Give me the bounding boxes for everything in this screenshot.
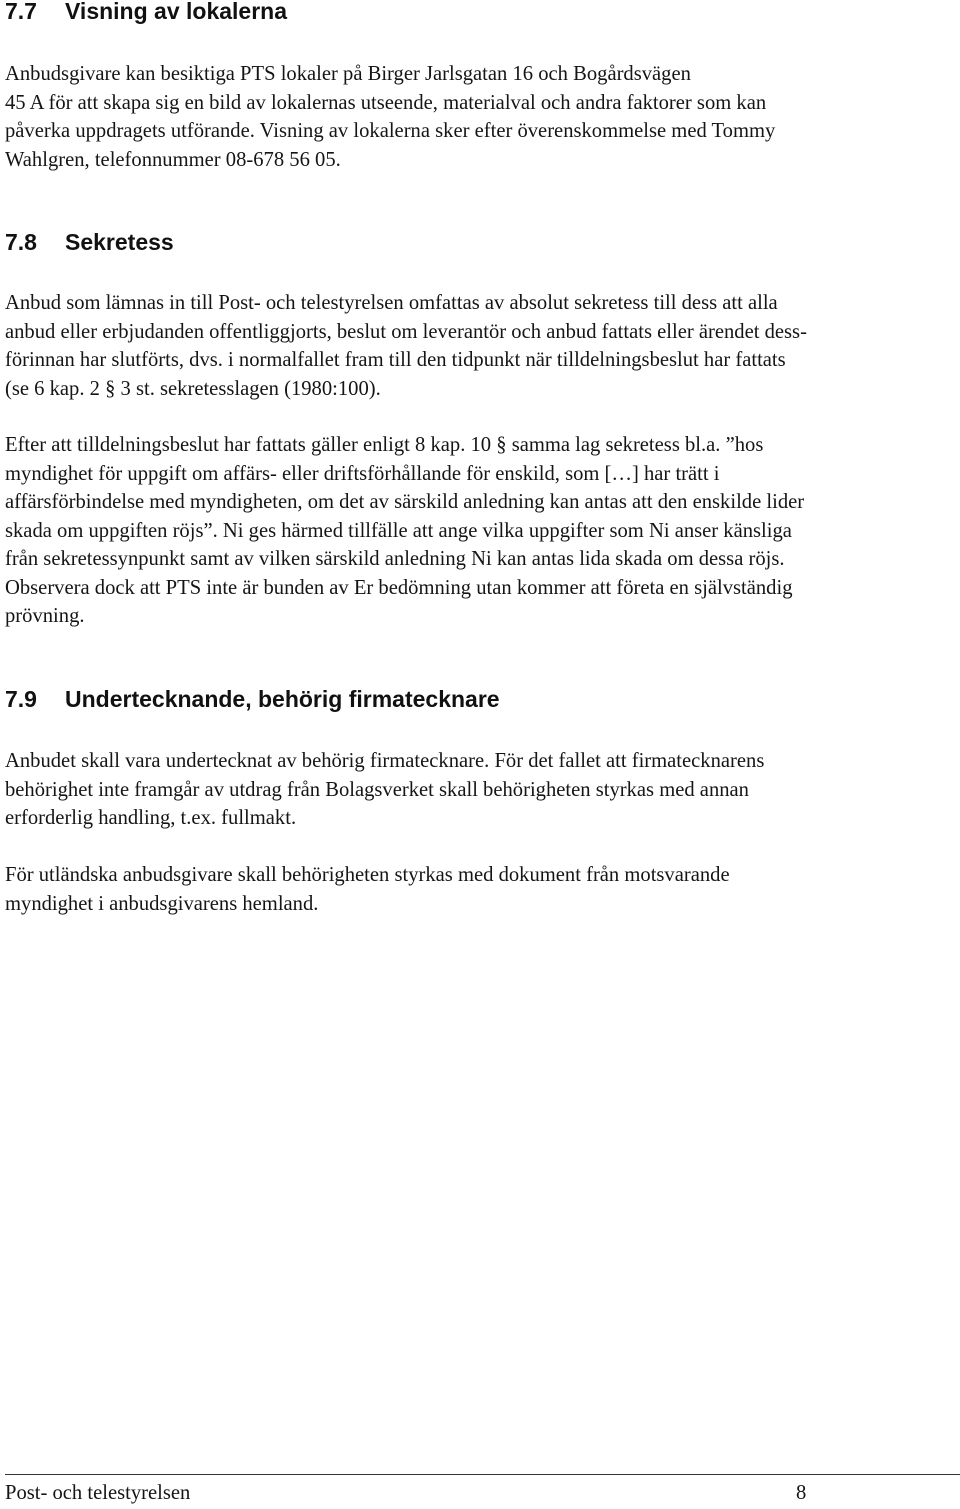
paragraph-line: skada om uppgiften röjs”. Ni ges härmed tillfälle att ange vilka uppgifter som Ni anser känsliga — [5, 519, 792, 542]
paragraph-line: Wahlgren, telefonnummer 08-678 56 05. — [5, 148, 341, 171]
paragraph-line: Anbudsgivare kan besiktiga PTS lokaler på Birger Jarlsgatan 16 och Bogårdsvägen — [5, 63, 691, 85]
paragraph-line: myndighet i anbudsgivarens hemland. — [5, 892, 319, 915]
paragraph-line: Anbud som lämnas in till Post- och telestyrelsen omfattas av absolut sekretess till dess att alla — [5, 292, 778, 314]
section-heading-7-8 — [5, 229, 174, 255]
paragraph-line: förinnan har slutförts, dvs. i normalfallet fram till den tidpunkt när tilldelningsbeslut har fattats — [5, 349, 786, 371]
paragraph-sekretess-2 — [5, 431, 935, 631]
paragraph-line: anbud eller erbjudanden offentliggjorts, beslut om leverantör och anbud fattats eller ärendet dess- — [5, 320, 807, 343]
paragraph-line: påverka uppdragets utförande. Visning av lokalerna sker efter överenskommelse med Tommy — [5, 120, 776, 142]
paragraph-line: prövning. — [5, 605, 85, 627]
paragraph-line: (se 6 kap. 2 § 3 st. sekretesslagen (1980:100). — [5, 377, 381, 400]
paragraph-line: affärsförbindelse med myndigheten, om det av särskild anledning kan antas att den enskilde lider — [5, 491, 805, 513]
section-number: 7.8 — [5, 229, 37, 255]
paragraph-firmatecknare-2 — [5, 861, 935, 918]
paragraph-firmatecknare-1 — [5, 747, 935, 833]
section-heading-7-7 — [5, 0, 287, 24]
paragraph-line: behörighet inte framgår av utdrag från Bolagsverket skall behörigheten styrkas med annan — [5, 778, 749, 801]
section-number: 7.7 — [5, 0, 37, 24]
section-heading-7-9 — [5, 686, 500, 712]
section-number: 7.9 — [5, 686, 37, 712]
paragraph-line: Anbudet skall vara undertecknat av behörig firmatecknare. För det fallet att firmatecknarens — [5, 750, 765, 772]
paragraph-visning — [5, 60, 935, 174]
paragraph-sekretess-1 — [5, 289, 935, 403]
paragraph-line: från sekretessynpunkt samt av vilken särskild anledning Ni kan antas lida skada om dessa röjs. — [5, 548, 785, 570]
section-title: Undertecknande, behörig firmatecknare — [65, 686, 500, 712]
section-title: Visning av lokalerna — [65, 0, 288, 24]
paragraph-line: 45 A för att skapa sig en bild av lokalernas utseende, materialval och andra faktorer som kan — [5, 91, 767, 114]
section-title: Sekretess — [65, 229, 174, 255]
footer-page-number: 8 — [796, 1482, 807, 1504]
paragraph-line: myndighet för uppgift om affärs- eller driftsförhållande för enskild, som […] har trätt i — [5, 462, 720, 485]
paragraph-line: erforderlig handling, t.ex. fullmakt. — [5, 807, 297, 829]
footer-organization: Post- och telestyrelsen — [5, 1482, 191, 1504]
footer-divider — [5, 1474, 960, 1475]
paragraph-line: Efter att tilldelningsbeslut har fattats gäller enligt 8 kap. 10 § samma lag sekretess bl.a. ”hos — [5, 434, 764, 456]
paragraph-line: Observera dock att PTS inte är bunden av Er bedömning utan kommer att företa en självständig — [5, 576, 793, 599]
paragraph-line: För utländska anbudsgivare skall behörigheten styrkas med dokument från motsvarande — [5, 864, 730, 886]
